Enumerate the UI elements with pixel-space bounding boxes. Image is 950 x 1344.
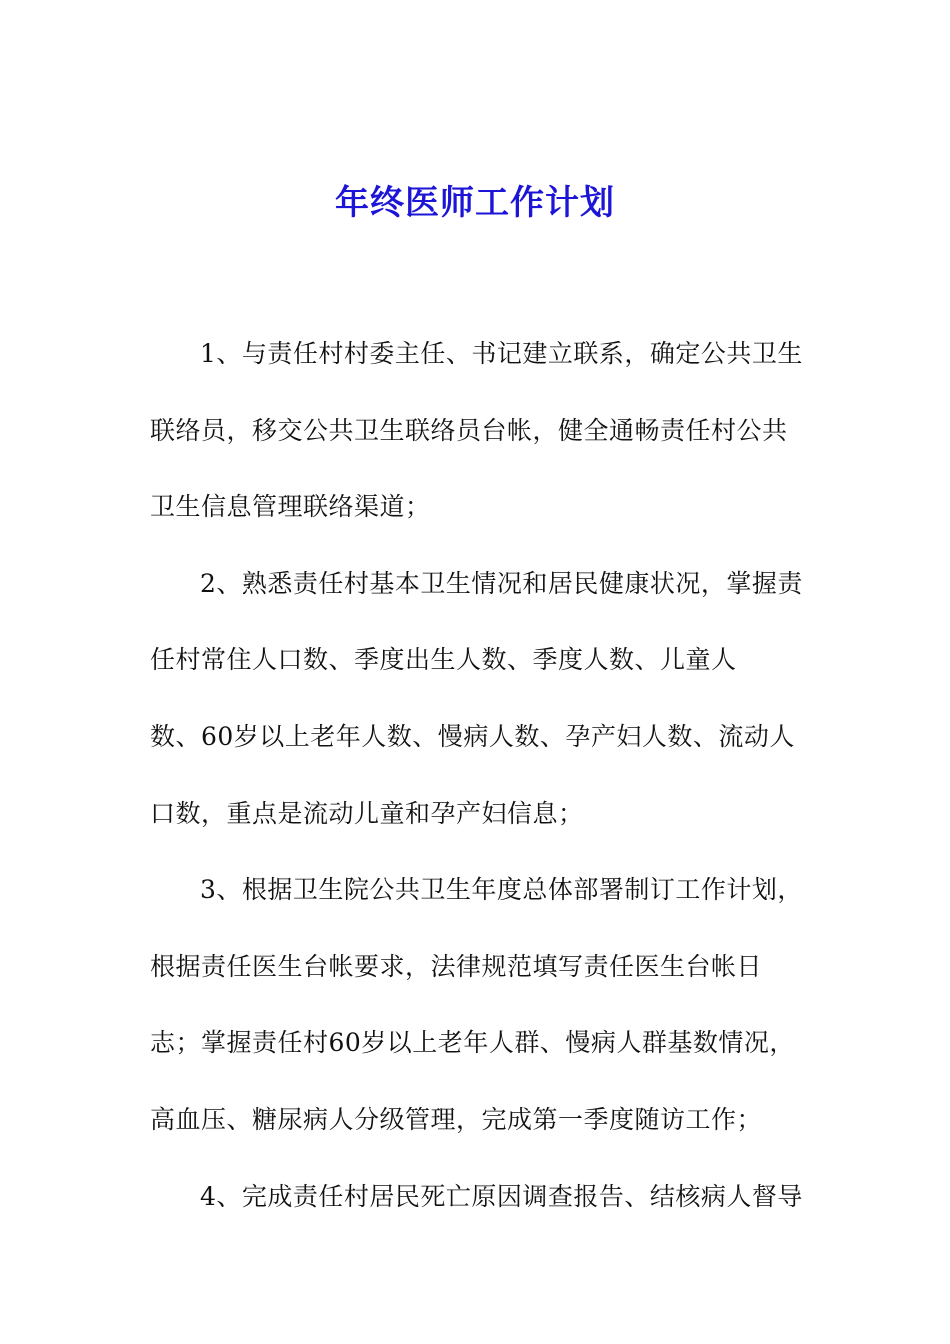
paragraph-line: 4、完成责任村居民死亡原因调查报告、结核病人督导 [200, 1181, 803, 1211]
document-title: 年终医师工作计划 [335, 183, 615, 223]
paragraph-line: 口数，重点是流动儿童和孕产妇信息； [150, 798, 584, 828]
paragraph-line: 任村常住人口数、季度出生人数、季度人数、儿童人 [150, 645, 737, 675]
paragraph-line: 2、熟悉责任村基本卫生情况和居民健康状况，掌握责 [200, 568, 803, 598]
paragraph-line: 1、与责任村村委主任、书记建立联系，确定公共卫生 [200, 339, 803, 368]
paragraph-line: 志；掌握责任村60岁以上老年人群、慢病人群基数情况， [150, 1028, 795, 1058]
paragraph-line: 根据责任医生台帐要求，法律规范填写责任医生台帐日 [150, 951, 763, 981]
document-body [150, 324, 830, 1243]
paragraph-line: 卫生信息管理联络渠道； [150, 492, 431, 522]
paragraph-line: 高血压、糖尿病人分级管理，完成第一季度随访工作； [150, 1104, 763, 1134]
paragraph-line: 3、根据卫生院公共卫生年度总体部署制订工作计划， [200, 875, 803, 905]
paragraph-line: 数、60岁以上老年人数、慢病人数、孕产妇人数、流动人 [150, 721, 795, 751]
paragraph-line: 联络员，移交公共卫生联络员台帐，健全通畅责任村公共 [150, 415, 788, 445]
